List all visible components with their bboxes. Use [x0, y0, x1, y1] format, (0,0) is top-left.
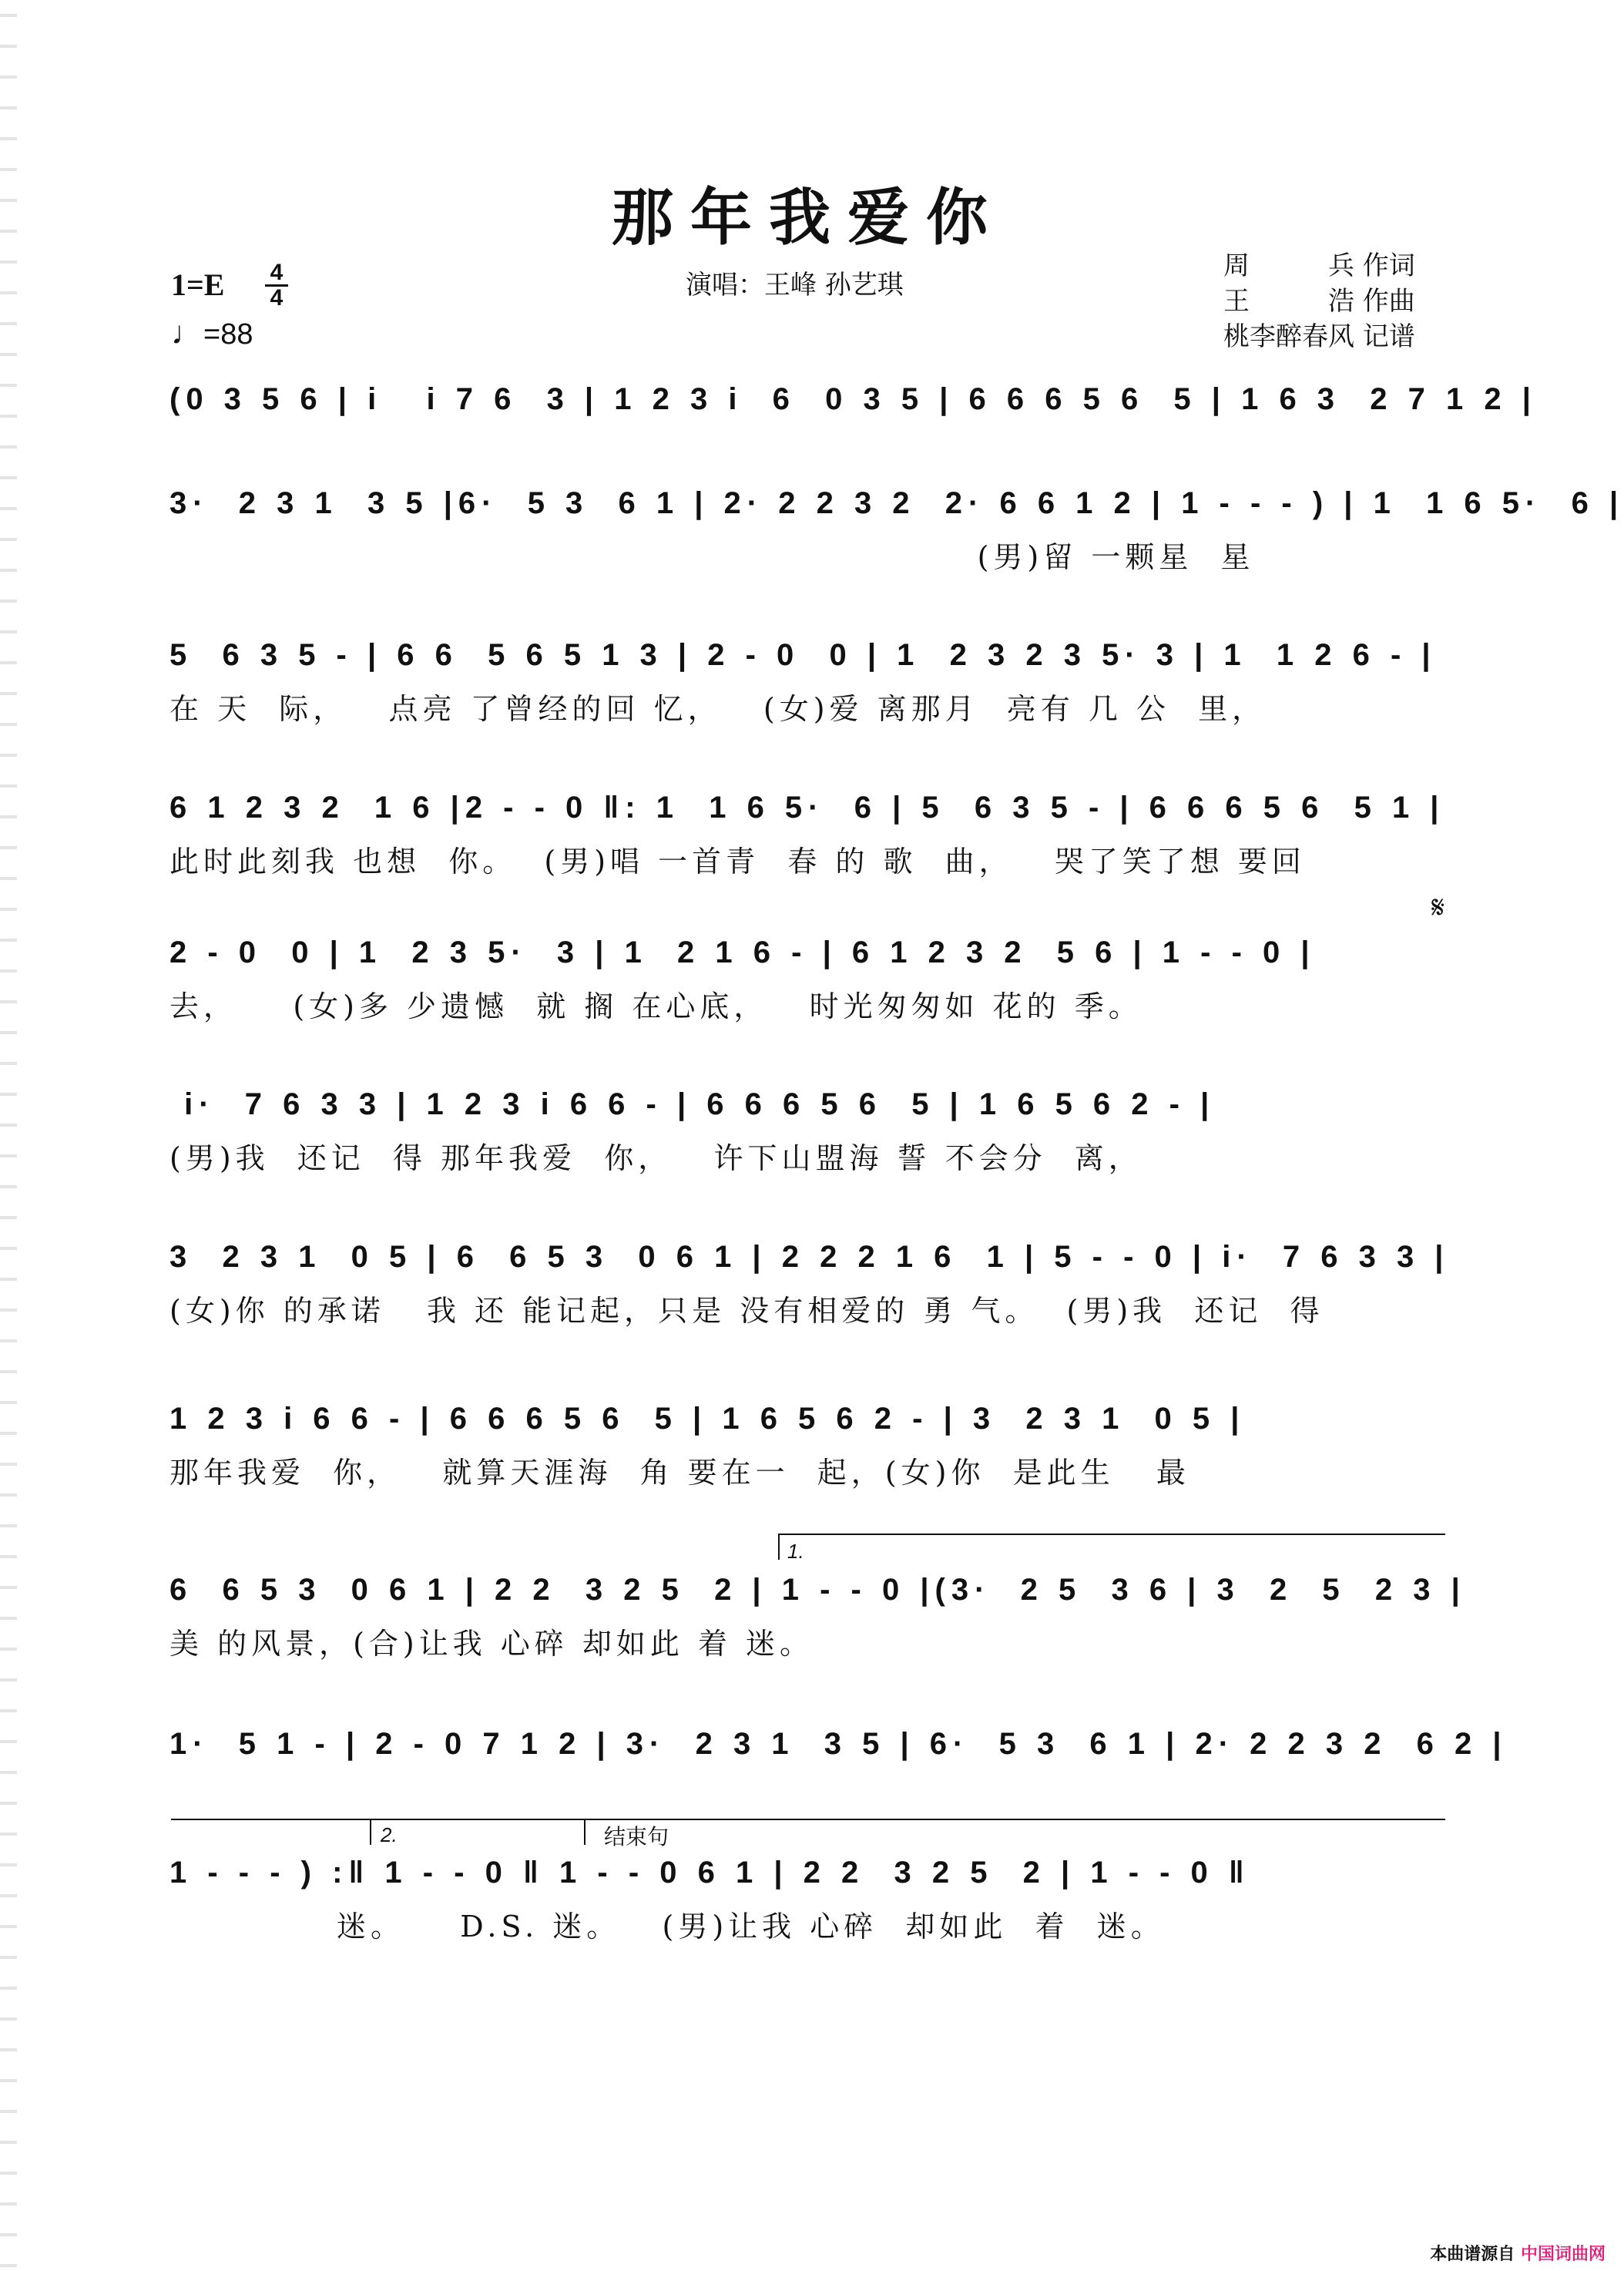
singer-credit: 演唱：王峰 孙艺琪	[686, 270, 904, 301]
key-signature: 1=E	[171, 267, 225, 302]
score-row-4	[169, 786, 1452, 885]
volta-1-bracket	[778, 1534, 1445, 1535]
notation-line: 1 - - - ) :‖ 1 - - 0 ‖ 1 - - 0 6 1 | 2 2 3 2 5 2 | 1 - - 0 ‖	[169, 1856, 1250, 1890]
lyrics-line: (男)留 一颗星 星	[169, 540, 1255, 574]
score-row-6	[169, 1083, 1452, 1181]
volta-2-tick	[370, 1819, 371, 1845]
ending-bracket	[171, 1819, 1445, 1820]
ending-label: 结束句	[604, 1824, 669, 1849]
notation-line: i· 7 6 3 3 | 1 2 3 i 6 6 - | 6 6 6 5 6 5 | 1 6 5 6 2 - |	[169, 1087, 1216, 1121]
lyrics-line	[169, 1775, 1452, 1821]
score-row-8	[169, 1397, 1452, 1496]
lyrics-line: 在 天 际， 点亮 了曾经的回 忆， (女)爱 离那月 亮有 几 公 里，	[169, 692, 1267, 726]
notation-line: 3· 2 3 1 3 5 |6· 5 3 6 1 | 2· 2 2 3 2 2· 6 6 1 2 | 1 - - - ) | 1 1 6 5· 6 |	[169, 486, 1624, 520]
volta-1-label: 1.	[787, 1540, 804, 1563]
credits-block	[1223, 248, 1415, 354]
footer-site-link[interactable]: 中国词曲网	[1520, 2245, 1606, 2264]
tempo-value: =88	[203, 318, 253, 351]
notation-line: 1 2 3 i 6 6 - | 6 6 6 5 6 5 | 1 6 5 6 2 - | 3 2 3 1 0 5 |	[169, 1402, 1246, 1436]
score-row-1	[169, 378, 1537, 476]
volta-1-tick	[778, 1534, 780, 1560]
time-signature	[265, 262, 288, 309]
lyrics-line: 那年我爱 你， 就算天涯海 角 要在一 起，(女)你 是此生 最	[169, 1456, 1190, 1490]
score-row-9	[169, 1568, 1466, 1667]
page-edge-strip	[0, 0, 17, 2271]
lyrics-line: 美 的风景，(合)让我 心碎 却如此 着 迷。	[169, 1627, 814, 1661]
volta-2-label: 2.	[381, 1823, 398, 1846]
notation-line: 5 6 3 5 - | 6 6 5 6 5 1 3 | 2 - 0 0 | 1 2 3 2 3 5· 3 | 1 1 2 6 - |	[169, 638, 1437, 672]
lyrics-line: 迷。 D.S. 迷。 (男)让我 心碎 却如此 着 迷。	[169, 1910, 1165, 1943]
time-signature-top: 4	[270, 260, 284, 285]
lyrics-line	[169, 430, 1452, 476]
notation-line: 6 6 5 3 0 6 1 | 2 2 3 2 5 2 | 1 - - 0 |(3· 2 5 3 6 | 3 2 5 2 3 |	[169, 1573, 1466, 1607]
notation-line: 3 2 3 1 0 5 | 6 6 5 3 0 6 1 | 2 2 2 1 6 1 | 5 - - 0 | i· 7 6 3 3 |	[169, 1240, 1450, 1274]
quarter-note-icon: ♩	[171, 314, 203, 351]
notation-line: (0 3 5 6 | i i 7 6 3 | 1 2 3 i 6 0 3 5 | 6 6 6 5 6 5 | 1 6 3 2 7 1 2 |	[169, 382, 1537, 416]
footer-credit	[1430, 2241, 1606, 2265]
lyricist-credit: 周 兵 作词	[1223, 250, 1415, 281]
song-title: 那年我爱你	[612, 181, 1005, 254]
score-row-7	[169, 1235, 1452, 1334]
time-signature-bottom: 4	[270, 285, 284, 311]
notation-line: 6 1 2 3 2 1 6 |2 - - 0 ‖: 1 1 6 5· 6 | 5 6 3 5 - | 6 6 6 5 6 5 1 |	[169, 791, 1445, 825]
tempo-marking	[171, 314, 253, 351]
footer-source-text: 本曲谱源自	[1430, 2245, 1515, 2264]
ending-tick	[584, 1819, 586, 1845]
score-row-10	[169, 1722, 1508, 1821]
transcriber-credit: 桃李醉春风 记谱	[1223, 321, 1415, 352]
score-row-5	[169, 931, 1452, 1030]
composer-credit: 王 浩 作曲	[1223, 286, 1415, 317]
score-row-3	[169, 633, 1452, 732]
score-row-2	[169, 482, 1624, 580]
lyrics-line: (女)你 的承诺 我 还 能记起，只是 没有相爱的 勇 气。 (男)我 还记 得	[169, 1294, 1324, 1328]
segno-icon: 𝄋	[1431, 890, 1445, 926]
lyrics-line: (男)我 还记 得 那年我爱 你， 许下山盟海 誓 不会分 离，	[169, 1141, 1143, 1175]
lyrics-line: 此时此刻我 也想 你。 (男)唱 一首青 春 的 歌 曲， 哭了笑了想 要回	[169, 845, 1306, 879]
notation-line: 2 - 0 0 | 1 2 3 5· 3 | 1 2 1 6 - | 6 1 2 3 2 5 6 | 1 - - 0 |	[169, 936, 1316, 969]
score-row-11	[169, 1851, 1452, 1950]
notation-line: 1· 5 1 - | 2 - 0 7 1 2 | 3· 2 3 1 3 5 | 6· 5 3 6 1 | 2· 2 2 3 2 6 2 |	[169, 1727, 1508, 1761]
lyrics-line: 去， (女)多 少遗憾 就 搁 在心底， 时光匆匆如 花的 季。	[169, 989, 1143, 1023]
